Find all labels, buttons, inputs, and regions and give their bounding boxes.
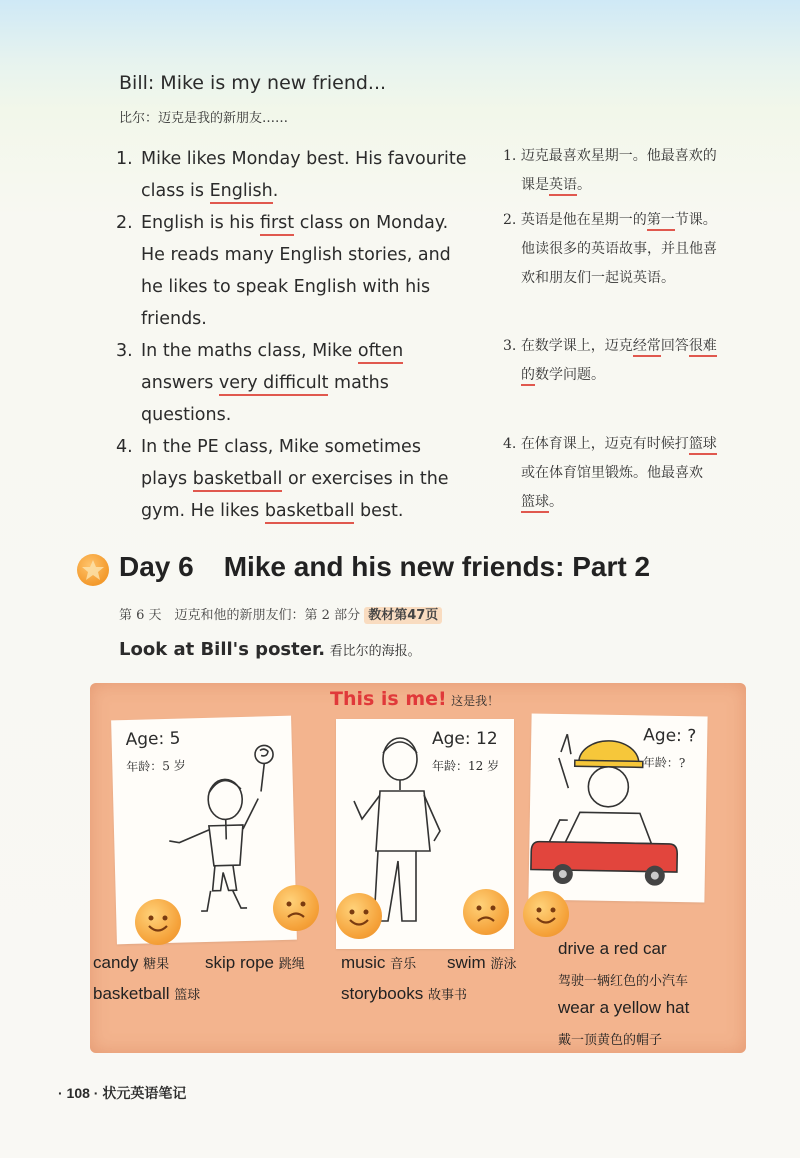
item-line: plays basketball or exercises in the [141, 463, 449, 495]
card-bill-future [528, 713, 707, 902]
day-number: Day 6 [119, 551, 194, 582]
item-number: 4. [116, 437, 133, 457]
sad-face-icon [463, 889, 509, 935]
label-storybooks: storybooks 故事书 [341, 984, 467, 1003]
intro-cn: 比尔：迈克是我的新朋友…… [119, 111, 289, 126]
day-badge-icon [77, 554, 109, 586]
item-line: friends. [141, 309, 207, 329]
item-line: In the PE class, Mike sometimes [141, 437, 421, 457]
day-title [119, 551, 650, 583]
item-translation: 1. 迈克最喜欢星期一。他最喜欢的 课是英语。 [503, 142, 717, 200]
label-skip-rope: skip rope 跳绳 [205, 953, 305, 972]
label-basketball: basketball 篮球 [93, 984, 201, 1003]
item-line: questions. [141, 405, 232, 425]
poster [90, 683, 746, 1053]
item-line: gym. He likes basketball best. [141, 495, 403, 527]
instruction-cn: 看比尔的海报。 [329, 644, 421, 659]
item-translation: 3. 在数学课上，迈克经常回答很难 的数学问题。 [503, 332, 717, 390]
item-line: answers very difficult maths [141, 367, 389, 399]
card-age: Age: 12 [432, 729, 498, 749]
card-age: Age: 5 [125, 728, 181, 751]
item-line: In the maths class, Mike often [141, 335, 403, 367]
item-line: he likes to speak English with his [141, 277, 431, 297]
day-cn-text: 第 6 天 迈克和他的新朋友们：第 2 部分 [119, 608, 361, 623]
label-swim: swim 游泳 [447, 953, 517, 972]
happy-face-icon [336, 893, 382, 939]
day-subtitle: Mike and his new friends: Part 2 [223, 551, 651, 582]
sad-face-icon [273, 885, 319, 931]
label-drive: drive a red car [558, 939, 667, 958]
label-candy: candy 糖果 [93, 953, 170, 972]
page-footer [58, 1083, 186, 1103]
item-line: English is his first class on Monday. [141, 207, 448, 239]
label-wear: wear a yellow hat [558, 998, 690, 1017]
boy-lollipop-illustration [152, 736, 287, 919]
happy-face-icon [523, 891, 569, 937]
item-translation: 4. 在体育课上，迈克有时候打篮球 或在体育馆里锻炼。他最喜欢 篮球。 [503, 430, 717, 517]
label-wear-cn: 戴一顶黄色的帽子 [558, 1033, 663, 1048]
happy-face-icon [135, 899, 181, 945]
card-age-cn: 年龄：12 岁 [432, 759, 500, 773]
item-line: He reads many English stories, and [141, 245, 451, 265]
item-number: 2. [116, 213, 133, 233]
poster-title-cn: 这是我！ [451, 694, 500, 708]
card-age-cn: 年龄：5 岁 [126, 758, 186, 775]
label-music: music 音乐 [341, 953, 417, 972]
textbook-ref-badge: 教材第47页 [364, 607, 442, 624]
item-translation: 2. 英语是他在星期一的第一节课。 他读很多的英语故事，并且他喜 欢和朋友们一起说英语。 [503, 212, 717, 286]
instruction [119, 639, 421, 660]
item-number: 1. [116, 149, 133, 169]
card-age-cn: 年龄：? [642, 755, 686, 771]
man-driving-car-illustration [528, 721, 707, 896]
item-number: 3. [116, 341, 133, 361]
label-drive-cn: 驾驶一辆红色的小汽车 [558, 974, 689, 989]
book-name: 状元英语笔记 [102, 1086, 187, 1102]
intro-en: Bill: Mike is my new friend... [119, 72, 387, 94]
item-line: Mike likes Monday best. His favourite [141, 149, 467, 169]
day-cn [119, 604, 442, 623]
poster-title-en: This is me! [330, 688, 447, 710]
item-line: class is English. [141, 175, 278, 207]
instruction-en: Look at Bill's poster. [119, 639, 326, 660]
card-age: Age: ? [643, 725, 697, 747]
page-number: · 108 · [58, 1085, 99, 1101]
poster-title [330, 688, 499, 710]
